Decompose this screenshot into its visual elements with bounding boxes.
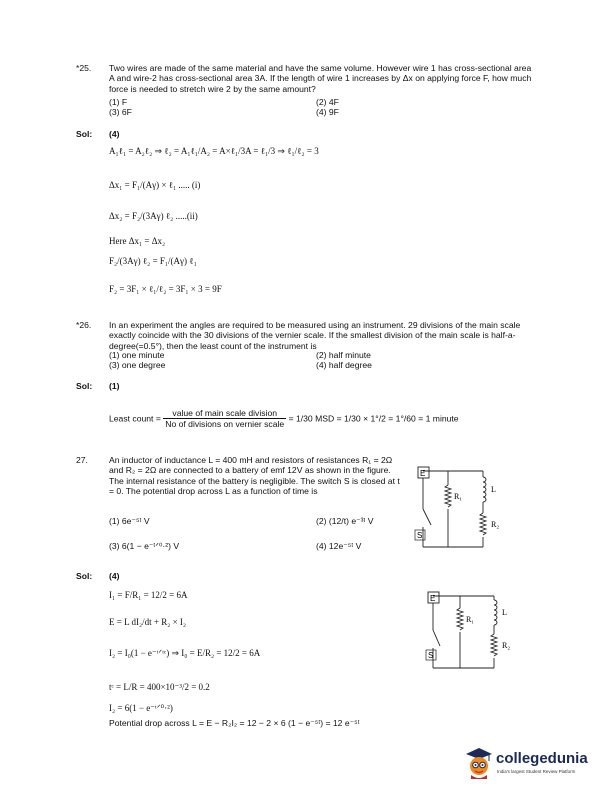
battery-label: E: [420, 469, 426, 478]
solution-step: A₁ℓ₁ = A₂ℓ₂ ⇒ ℓ₂ = A₁ℓ₁/A₂ = A×ℓ₁/3A = ℓ₁/3 ⇒ ℓ₁/ℓ₂ = 3: [109, 146, 319, 156]
mascot-icon: [465, 746, 493, 780]
brand-logo: [465, 746, 605, 786]
circuit-diagram: [420, 588, 540, 674]
resistor-r1: [445, 485, 451, 507]
answer: (4): [109, 571, 120, 581]
option-4: (4) 9F: [316, 107, 339, 117]
solution-step: Δx₂ = F₂/(3Aγ) ℓ₂ .....(ii): [109, 211, 198, 221]
least-count-formula: [109, 408, 459, 430]
r2-label: R₂: [491, 520, 500, 529]
option-2: (2) 4F: [316, 97, 339, 107]
inductor-label: L: [502, 608, 507, 617]
solution-step: tᶜ = L/R = 400×10⁻³/2 = 0.2: [109, 682, 210, 692]
brand-tagline: India's largest Student Review Platform: [497, 769, 576, 774]
question-number: *26.: [76, 320, 92, 330]
answer: (4): [109, 129, 120, 139]
option-4: (4) 12e⁻⁵ᵗ V: [316, 541, 362, 551]
option-1: (1) F: [109, 97, 128, 107]
battery-label: E: [430, 594, 436, 603]
option-1: (1) 6e⁻⁵ᵗ V: [109, 516, 150, 526]
r1-label: R₁: [466, 615, 475, 624]
option-3: (3) 6(1 − e⁻ᵗᐟ⁰·²) V: [109, 541, 180, 551]
solution-step: Δx₁ = F₁/(Aγ) × ℓ₁ ..... (i): [109, 180, 201, 190]
r2-label: R₂: [502, 641, 511, 650]
inductor-symbol: [483, 477, 486, 502]
least-count-label: Least count =: [109, 413, 161, 424]
option-4: (4) half degree: [316, 360, 372, 370]
sol-label: Sol:: [76, 129, 93, 139]
solution-step: Potential drop across L = E − R₂I₂ = 12 − 2 × 6 (1 − e⁻⁵ᵗ) = 12 e⁻⁵ᵗ: [109, 718, 360, 728]
resistor-r2: [491, 634, 497, 656]
solution-step: I₁ = F/R₁ = 12/2 = 6A: [109, 590, 188, 600]
switch-label: S: [428, 651, 434, 660]
question-text: An inductor of inductance L = 400 mH and resistors of resistances R₁ = 2Ω and R₂ = 2Ω are connected to a battery of emf 12V as shown in the figure. The internal resistance of the battery is negligible. The switch S is closed at t = 0. The potential drop across L as a function of time is: [109, 455, 400, 497]
r1-label: R₁: [454, 492, 463, 501]
question-number: 27.: [76, 455, 88, 465]
switch-label: S: [417, 531, 423, 540]
solution-step: E = L dI₂/dt + R₂ × I₂: [109, 617, 187, 627]
solution-step: Here Δx₁ = Δx₂: [109, 236, 166, 246]
resistor-r1: [457, 608, 463, 630]
inductor-label: L: [491, 485, 496, 494]
least-count-result: = 1/30 MSD = 1/30 × 1°/2 = 1°/60 = 1 minute: [288, 413, 459, 424]
option-3: (3) one degree: [109, 360, 166, 370]
solution-step: I₂ = I₀(1 − e⁻ᵗᐟᵗᶜ) ⇒ I₀ = E/R₂ = 12/2 = 6A: [109, 648, 261, 658]
question-number: *25.: [76, 63, 92, 73]
option-1: (1) one minute: [109, 350, 165, 360]
option-2: (2) (12/t) e⁻³ᵗ V: [316, 516, 374, 526]
option-2: (2) half minute: [316, 350, 371, 360]
solution-step: I₂ = 6(1 − e⁻ᵗᐟ⁰·²): [109, 703, 173, 713]
solution-step: F₂ = 3F₁ × ℓ₁/ℓ₂ = 3F₁ × 3 = 9F: [109, 284, 222, 294]
sol-label: Sol:: [76, 571, 93, 581]
solution-step: F₂/(3Aγ) ℓ₂ = F₁/(Aγ) ℓ₁: [109, 256, 197, 266]
fraction-denominator: No of divisions on vernier scale: [165, 419, 285, 430]
sol-label: Sol:: [76, 381, 93, 391]
least-count-fraction: [163, 408, 286, 430]
switch-symbol: [423, 509, 431, 525]
question-text: Two wires are made of the same material and have the same volume. However wire 1 has cross-sectional area A and wire-2 has cross-sectional area 3A. If the length of wire 1 increases by Δx on applying force F, how much force is needed to stretch wire 2 by the same amount?: [109, 63, 532, 94]
question-text: In an experiment the angles are required to be measured using an instrument. 29 divisions of the main scale exactly coincide with the 30 divisions of the vernier scale. If the smallest division of the main scale is half-a-degree(=0.5°), then the least count of the instrument is: [109, 320, 521, 351]
brand-name: collegedunia: [496, 750, 588, 767]
switch-symbol: [433, 630, 440, 646]
inductor-symbol: [494, 600, 497, 625]
resistor-r2: [480, 513, 486, 535]
fraction-numerator: value of main scale division: [163, 408, 286, 419]
answer: (1): [109, 381, 120, 391]
circuit-diagram: [405, 463, 537, 553]
option-3: (3) 6F: [109, 107, 132, 117]
